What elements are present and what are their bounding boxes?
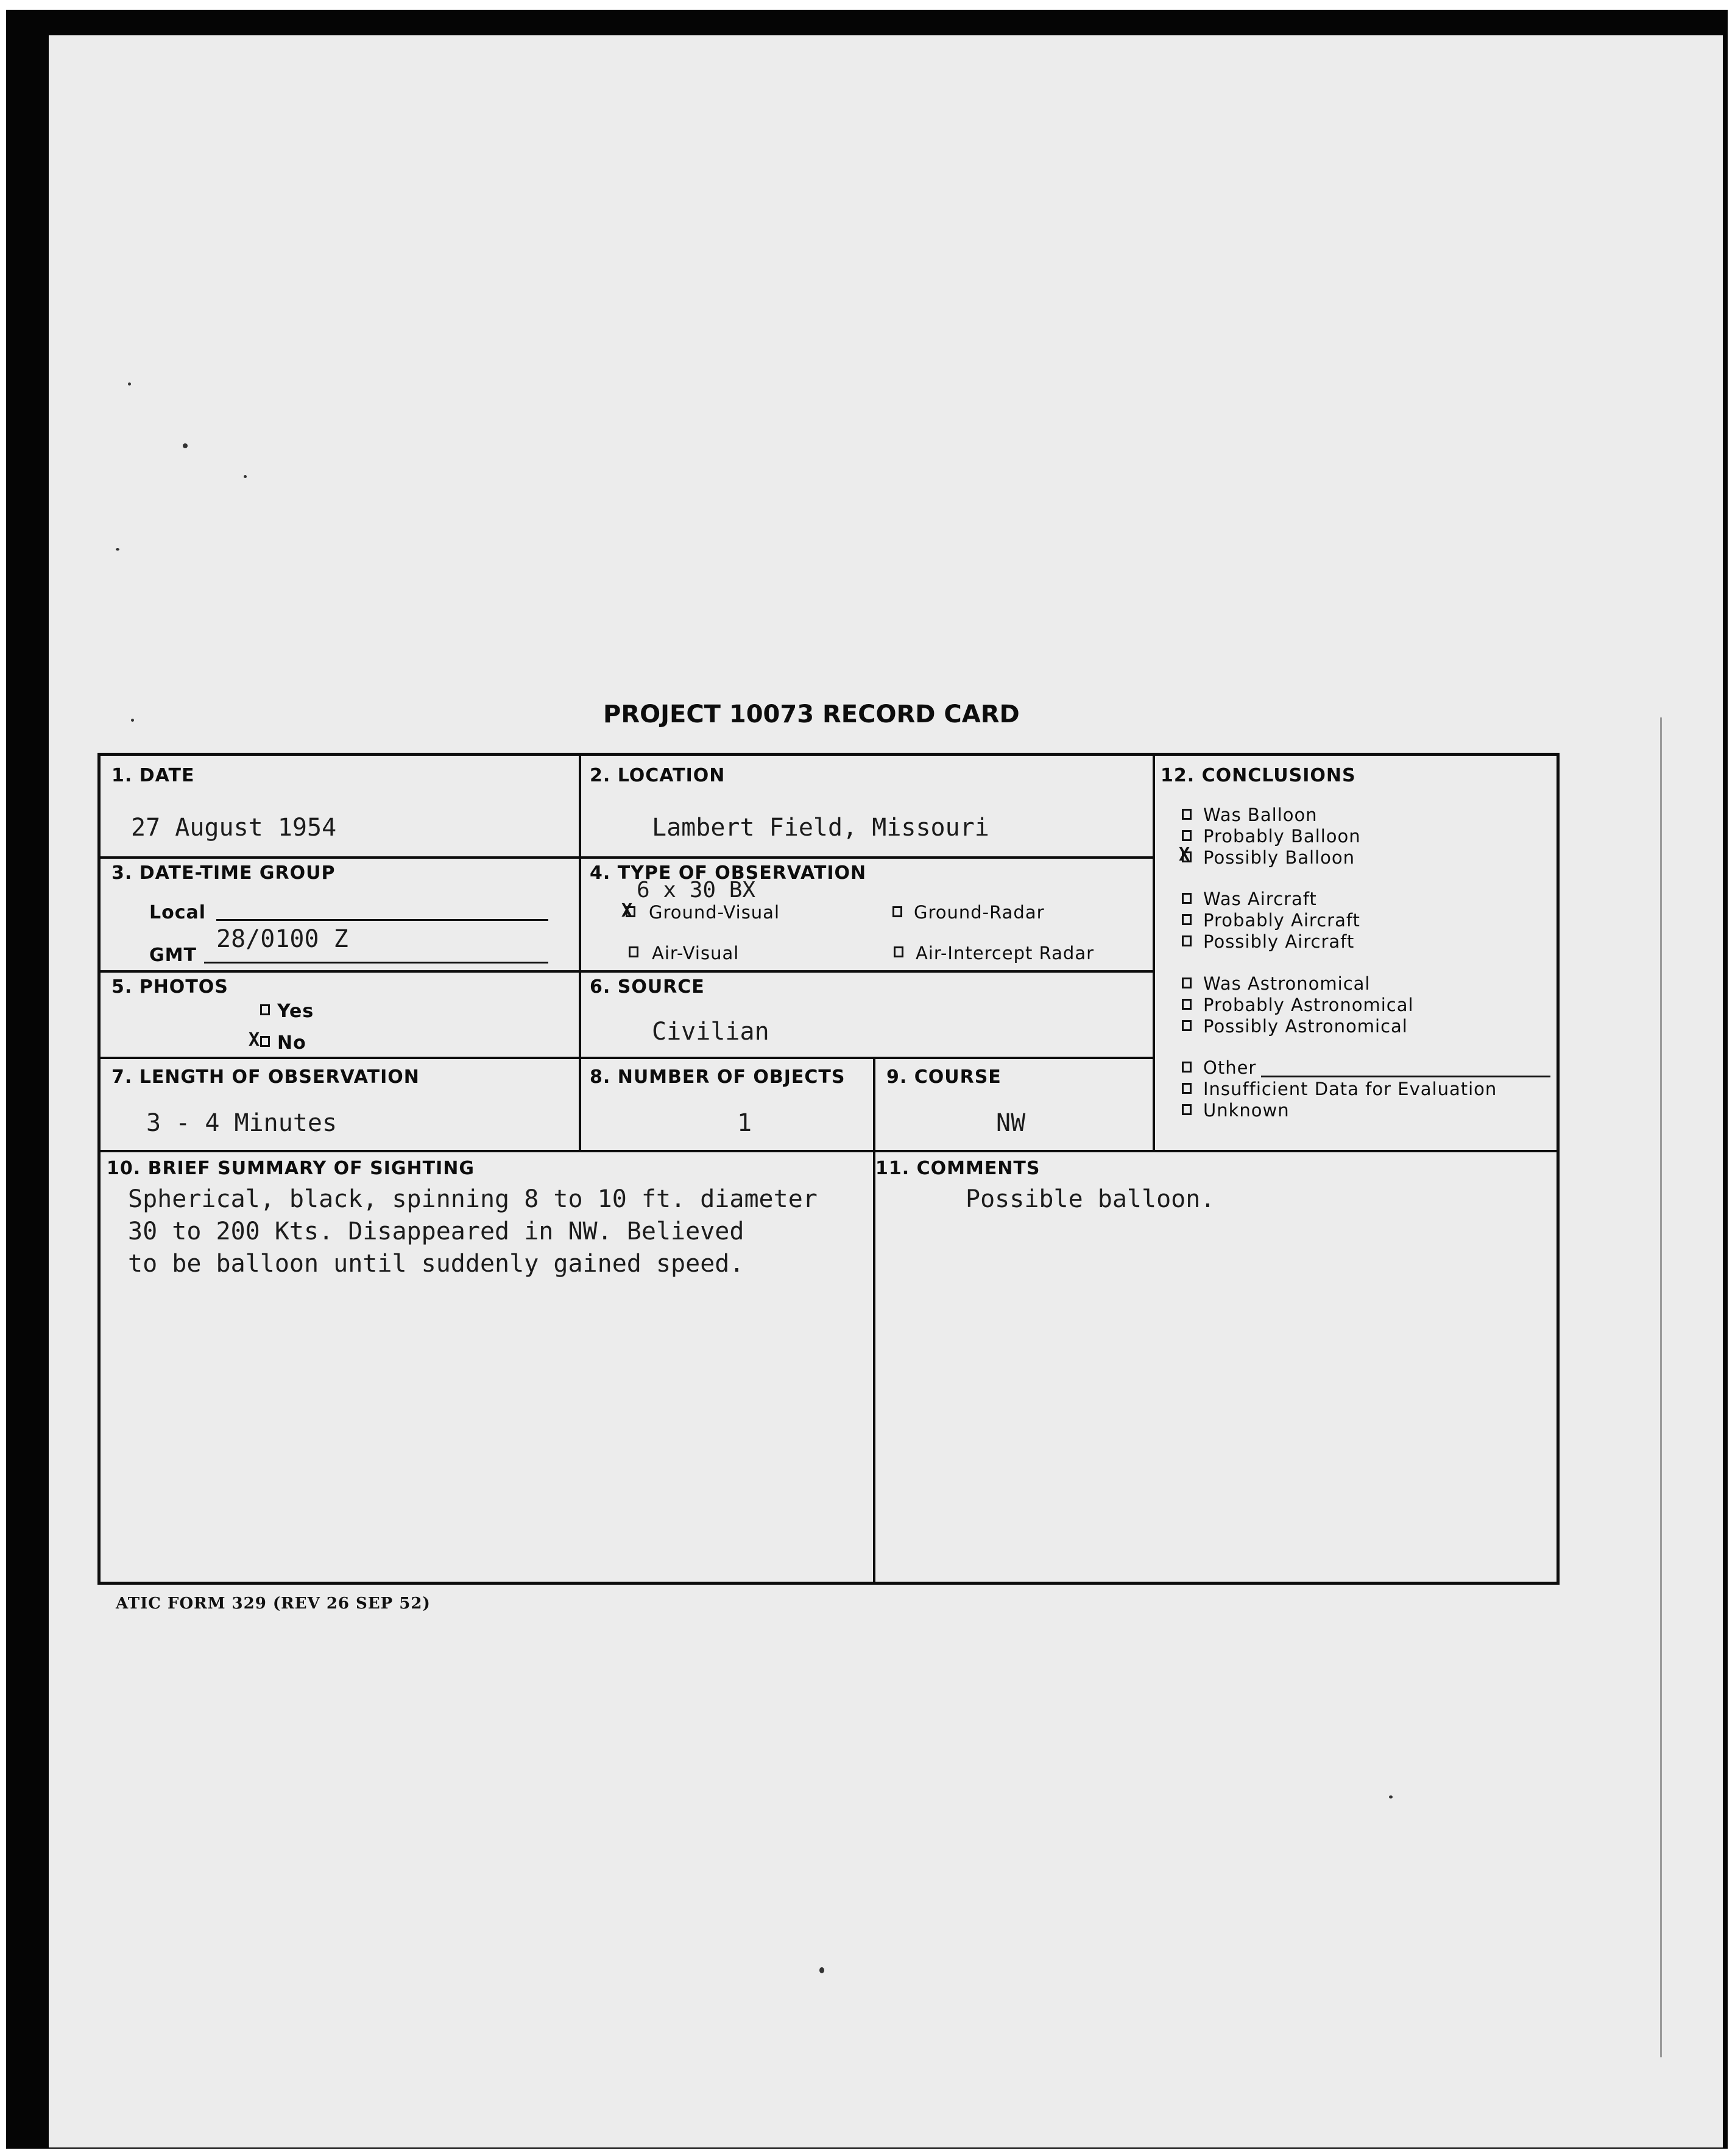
conclusion-checkbox[interactable] [1182,1020,1192,1031]
row-divider [101,1150,1557,1152]
summary-line: Spherical, black, spinning 8 to 10 ft. diameter [128,1185,818,1213]
summary-line: 30 to 200 Kts. Disappeared in NW. Believed [128,1217,744,1245]
conclusion-option-label: Probably Balloon [1203,826,1361,847]
photos-yes-label: Yes [277,1001,314,1022]
scan-speck [131,719,134,722]
other-underline [1261,1076,1550,1077]
source-label: 6. SOURCE [590,976,705,998]
date-label: 1. DATE [111,765,195,786]
location-value: Lambert Field, Missouri [652,814,989,842]
conclusion-checkbox[interactable] [1182,1062,1192,1073]
conclusion-checkbox[interactable] [1182,978,1192,988]
record-card [97,753,1560,1585]
source-value: Civilian [652,1018,769,1046]
conclusion-option-label: Probably Aircraft [1203,910,1360,931]
ground-radar-checkbox[interactable] [892,906,902,917]
observation-note: 6 x 30 BX [637,878,756,903]
conclusion-option-label: Unknown [1203,1100,1290,1121]
page-edge-line [1660,717,1662,2057]
air-intercept-radar-option: Air-Intercept Radar [916,943,1095,964]
conclusion-option-label: Possibly Balloon [1203,847,1355,868]
summary-line: to be balloon until suddenly gained speed. [128,1250,744,1278]
ground-radar-option: Ground-Radar [914,902,1045,923]
photos-yes-checkbox[interactable] [260,1004,270,1015]
conclusion-option-label: Was Astronomical [1203,973,1371,994]
length-of-observation-label: 7. LENGTH OF OBSERVATION [111,1066,420,1088]
local-label: Local [149,902,207,923]
conclusion-option-label: Possibly Aircraft [1203,931,1355,952]
air-intercept-radar-checkbox[interactable] [894,946,903,957]
row-divider [101,856,1154,859]
comments-label: 11. COMMENTS [875,1158,1041,1179]
conclusion-option-label: Possibly Astronomical [1203,1016,1408,1037]
conclusion-check-mark: X [1179,844,1190,865]
conclusion-option-label: Probably Astronomical [1203,995,1414,1015]
conclusion-checkbox[interactable] [1182,893,1192,904]
type-of-observation-label: 4. TYPE OF OBSERVATION [590,862,867,884]
photos-no-check-mark: X [249,1029,260,1051]
gmt-label: GMT [149,945,197,966]
photos-no-label: No [277,1032,306,1054]
conclusion-checkbox[interactable] [1182,1104,1192,1115]
conclusion-checkbox[interactable] [1182,830,1192,841]
conclusion-option-label: Insufficient Data for Evaluation [1203,1079,1497,1099]
row-divider [101,1057,1154,1059]
length-of-observation-value: 3 - 4 Minutes [146,1109,337,1137]
date-time-group-label: 3. DATE-TIME GROUP [111,862,336,884]
conclusion-option-label: Was Aircraft [1203,889,1317,909]
course-value: NW [996,1109,1026,1137]
scan-speck [1389,1795,1393,1798]
card-title: PROJECT 10073 RECORD CARD [603,700,1020,728]
location-label: 2. LOCATION [590,765,726,786]
conclusion-checkbox[interactable] [1182,1083,1192,1094]
ground-visual-check-mark: X [621,900,633,921]
column-divider [579,756,581,1150]
conclusion-checkbox[interactable] [1182,935,1192,946]
conclusions-label: 12. CONCLUSIONS [1161,765,1356,786]
gmt-underline [204,962,548,964]
number-of-objects-label: 8. NUMBER OF OBJECTS [590,1066,846,1088]
gmt-value: 28/0100 Z [216,925,348,953]
scan-speck [116,548,119,551]
conclusion-checkbox[interactable] [1182,914,1192,925]
photos-no-checkbox[interactable] [260,1036,270,1047]
air-visual-option: Air-Visual [652,943,740,964]
ground-visual-option: Ground-Visual [649,902,780,923]
course-label: 9. COURSE [886,1066,1002,1088]
local-underline [216,919,548,921]
date-value: 27 August 1954 [131,814,337,842]
summary-label: 10. BRIEF SUMMARY OF SIGHTING [107,1158,475,1179]
scan-speck [183,443,188,448]
photos-label: 5. PHOTOS [111,976,228,998]
scan-speck [819,1967,824,1973]
scan-speck [128,382,131,386]
scan-speck [244,475,247,478]
air-visual-checkbox[interactable] [629,946,638,957]
number-of-objects-value: 1 [737,1109,752,1137]
conclusion-checkbox[interactable] [1182,809,1192,820]
conclusion-option-label: Other [1203,1057,1257,1078]
conclusion-option-label: Was Balloon [1203,805,1318,825]
row-divider [101,970,1154,973]
comments-value: Possible balloon. [966,1185,1215,1213]
conclusion-checkbox[interactable] [1182,999,1192,1010]
column-divider [873,1057,875,1582]
column-divider [1153,756,1155,1150]
form-footer: ATIC FORM 329 (REV 26 SEP 52) [116,1594,431,1613]
